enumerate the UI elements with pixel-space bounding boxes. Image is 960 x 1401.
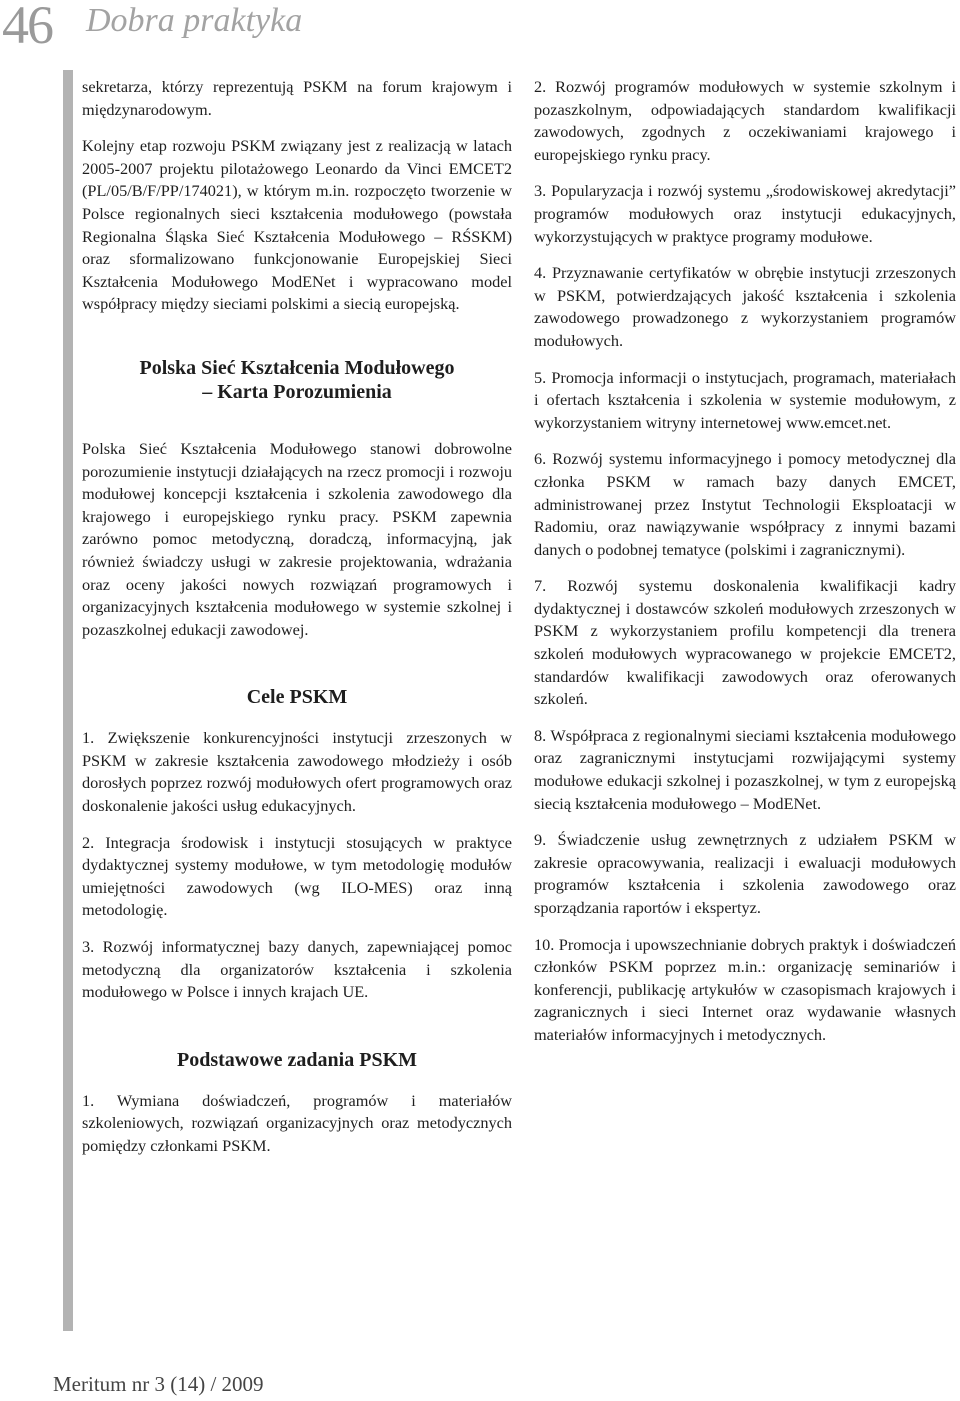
paragraph: Polska Sieć Kształcenia Modułowego stanowi dobrowolne porozumienie instytucji działających na rzecz promocji i rozwoju modułowej koncepcji kształcenia i szkolenia zawodowego dla krajowego i europejskiego rynku pracy. PSKM zapewnia zarówno pomoc metodyczną, doradczą, informacyjną, jak również świadczy usługi w zakresie projektowania, wdrażania oraz oceny jakości nowych rozwiązań programowych i organizacyjnych kształcenia modułowego w systemie szkolnej i pozaszkolnej edukacji zawodowej. <box>82 438 512 639</box>
paragraph: Kolejny etap rozwoju PSKM związany jest z realizacją w latach 2005-2007 projektu pilotażowego Leonardo da Vinci EMCET2 (PL/05/B/F/PP/174021), w którym m.in. rozpoczęto tworzenie w Polsce regionalnych sieci kształcenia modułowego (powstała Regionalna Śląska Sieć Kształcenia Modułowego – RŚSKM) oraz sformalizowano funkcjonowanie Europejskiej Sieci Kształcenia Modułowego ModENet i wypracowano model współpracy między sieciami polskimi a siecią europejską. <box>82 136 512 314</box>
list-item: 2. Integracja środowisk i instytucji stosujących w praktyce dydaktycznej systemy modułowe, w tym metodologię modułów umiejętności zawodowych (wg ILO-MES) oraz inną metodologię. <box>82 832 512 920</box>
list-item: 1. Wymiana doświadczeń, programów i materiałów szkoleniowych, rozwiązań organizacyjnych oraz metodycznych pomiędzy członkami PSKM. <box>82 1090 512 1155</box>
list-item: 10. Promocja i upowszechnianie dobrych praktyk i doświadczeń członków PSKM poprzez m.in.: organizację seminariów i konferencji, publikację artykułów w czasopismach krajowych i zagranicznych i sieci Internet oraz wydawanie własnych materiałów informacyjnych i metodycznych. <box>534 934 956 1044</box>
list-item: 4. Przyznawanie certyfikatów w obrębie instytucji zrzeszonych w PSKM, potwierdzających jakość kształcenia i szkolenia zawodowego prowadzonego z wykorzystaniem programów modułowych. <box>534 263 956 350</box>
list-item: 9. Świadczenie usług zewnętrznych z udziałem PSKM w zakresie opracowywania, realizacji i ewaluacji modułowych programów kształcenia i szkolenia zawodowego oraz sporządzania raportów i ekspertyz. <box>534 830 956 917</box>
heading-karta-porozumienia <box>82 356 512 404</box>
heading-line: Polska Sieć Kształcenia Modułowego <box>139 356 455 379</box>
list-item: 6. Rozwój systemu informacyjnego i pomocy metodycznej dla członka PSKM w ramach bazy danych EMCET, administrowanej przez Instytut Technologii Eksploatacji w Radomiu, oraz nawiązywanie współpracy z innymi bazami danych o podobnej tematyce (polskimi i zagranicznymi). <box>534 449 956 559</box>
heading-cele: Cele PSKM <box>246 686 348 709</box>
footer-journal-info: Meritum nr 3 (14) / 2009 <box>53 1372 264 1396</box>
list-item: 1. Zwiększenie konkurencyjności instytucji zrzeszonych w PSKM w zakresie kształcenia zawodowego młodzieży i osób dorosłych poprzez rozwój modułowych ofert programowych oraz doskonalenie jakości usług edukacyjnych. <box>82 728 512 816</box>
right-column <box>534 76 956 1061</box>
section-title: Dobra praktyka <box>86 2 303 39</box>
paragraph: sekretarza, którzy reprezentują PSKM na forum krajowym i międzynarodowym. <box>82 77 512 119</box>
page-header <box>0 0 960 70</box>
heading-zadania: Podstawowe zadania PSKM <box>177 1048 417 1071</box>
list-item: 2. Rozwój programów modułowych w systemie szkolnym i pozaszkolnym, odpowiadających standardom kwalifikacji zawodowych, zgodnych z oczekiwaniami krajowego i europejskiego rynku pracy. <box>534 77 956 164</box>
list-item: 5. Promocja informacji o instytucjach, programach, materiałach i ofertach kształcenia i szkolenia w systemie modułowym, z wykorzystaniem witryny internetowej www.emcet.net. <box>534 367 956 432</box>
list-item: 7. Rozwój systemu doskonalenia kwalifikacji kadry dydaktycznej i dostawców szkoleń modułowych zrzeszonych w PSKM z wykorzystaniem profilu kompetencji dla trenera szkoleń modułowych wypracowanego w projekcie EMCET2, standardów kwalifikacji zawodowych oraz oferowanych szkoleń. <box>534 576 956 709</box>
list-item: 3. Rozwój informatycznej bazy danych, zapewniającej pomoc metodyczną dla organizatorów kształcenia i szkolenia modułowego w Polsce i innych krajach UE. <box>82 937 512 1002</box>
left-margin-rule <box>63 70 73 1331</box>
heading-line: – Karta Porozumienia <box>202 380 392 403</box>
page-number: 46 <box>2 0 52 55</box>
list-item: 8. Współpraca z regionalnymi sieciami kształcenia modułowego oraz zagranicznymi instytucjami rozwijającymi systemy modułowe edukacji szkolnej i pozaszkolnej, w tym z europejską siecią kształcenia modułowego – ModENet. <box>534 725 956 813</box>
list-item: 3. Popularyzacja i rozwój systemu „środowiskowej akredytacji” programów modułowych oraz instytucji edukacyjnych, wykorzystujących w praktyce programy modułowe. <box>534 181 956 246</box>
left-column <box>82 76 512 1172</box>
